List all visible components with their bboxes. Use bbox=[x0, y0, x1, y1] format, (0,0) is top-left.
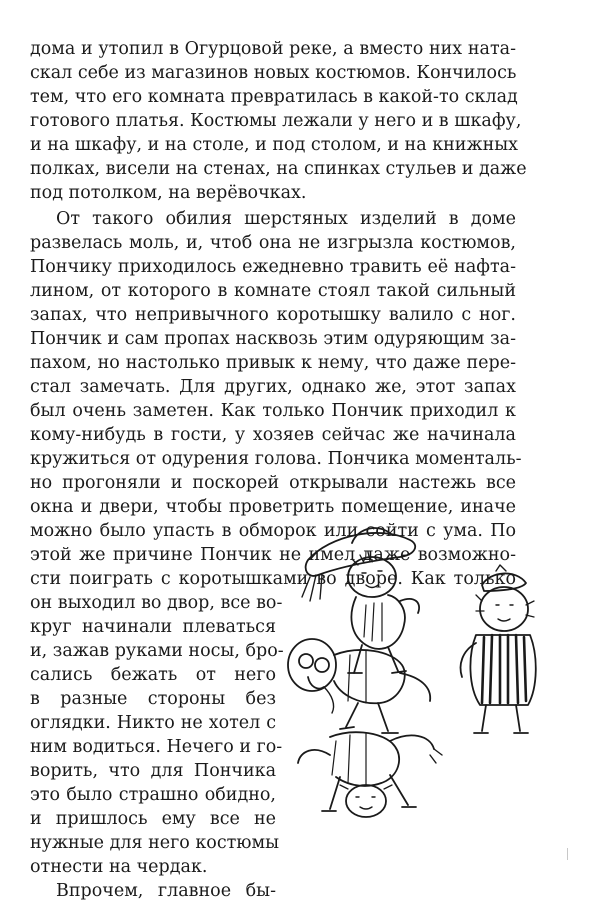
text-line: круг начинали плеваться bbox=[30, 617, 276, 637]
text-line: Впрочем, главное бы- bbox=[56, 881, 276, 901]
text-line: сти поиграть с коротышками во дворе. Как только bbox=[30, 569, 516, 589]
text-line: в разные стороны без bbox=[30, 689, 276, 709]
text-line: дома и утопил в Огурцовой реке, а вместо них ната- bbox=[30, 39, 516, 59]
text-line: нужные для него костюмы bbox=[30, 833, 280, 853]
text-line: и пришлось ему все не bbox=[30, 809, 276, 829]
text-line: кружиться от одурения голова. Пончика моменталь- bbox=[30, 449, 522, 469]
text-line: скал себе из магазинов новых костюмов. Кончилось bbox=[30, 63, 517, 83]
text-line: тем, что его комната превратилась в какой-то склад bbox=[30, 87, 518, 107]
text-line: лином, от которого в комнате стоял такой сильный bbox=[30, 281, 516, 301]
text-line: ворить, что для Пончика bbox=[30, 761, 276, 781]
text-line: Пончику приходилось ежедневно травить её нафта- bbox=[30, 257, 516, 277]
margin-mark bbox=[567, 848, 568, 860]
text-line: готового платья. Костюмы лежали у него и в шкафу, bbox=[30, 111, 522, 131]
text-line: ним водиться. Нечего и го- bbox=[30, 737, 283, 757]
text-line: Пончик и сам пропах насквозь этим одуряющим за- bbox=[30, 329, 516, 349]
text-line: под потолком, на верёвочках. bbox=[30, 183, 307, 203]
text-line: развелась моль, и, чтоб она не изгрызла костюмов, bbox=[30, 233, 516, 253]
text-line: это было страшно обидно, bbox=[30, 785, 276, 805]
text-line: окна и двери, чтобы проветрить помещение, иначе bbox=[30, 497, 516, 517]
text-line: кому-нибудь в гости, у хозяев сейчас же начинала bbox=[30, 425, 516, 445]
text-line: этой же причине Пончик не имел даже возможно- bbox=[30, 545, 516, 565]
text-line: но прогоняли и поскорей открывали настежь все bbox=[30, 473, 516, 493]
text-line: и, зажав руками носы, бро- bbox=[30, 641, 284, 661]
text-line: пахом, но настолько привык к нему, что даже пере- bbox=[30, 353, 516, 373]
figure-bending-shorty bbox=[298, 732, 442, 817]
text-line: отнести на чердак. bbox=[30, 857, 208, 877]
figure-hat-shorty bbox=[302, 528, 419, 673]
text-line: стал замечать. Для других, однако же, этот запах bbox=[30, 377, 516, 397]
text-line: можно было упасть в обморок или сойти с ума. По bbox=[30, 521, 516, 541]
illustration-fleeing-shorties bbox=[270, 505, 540, 825]
text-line: сались бежать от него bbox=[30, 665, 276, 685]
text-line: был очень заметен. Как только Пончик приходил к bbox=[30, 401, 516, 421]
text-line: он выходил во двор, все во- bbox=[30, 593, 283, 613]
text-line: оглядки. Никто не хотел с bbox=[30, 713, 276, 733]
text-line: От такого обилия шерстяных изделий в доме bbox=[56, 209, 516, 229]
text-line: запах, что непривычного коротышку валило с ног. bbox=[30, 305, 516, 325]
text-line: и на шкафу, и на столе, и под столом, и на книжных bbox=[30, 135, 519, 155]
text-line: полках, висели на стенах, на спинках стульев и даже bbox=[30, 159, 527, 179]
figure-striped-shorty bbox=[461, 565, 536, 733]
